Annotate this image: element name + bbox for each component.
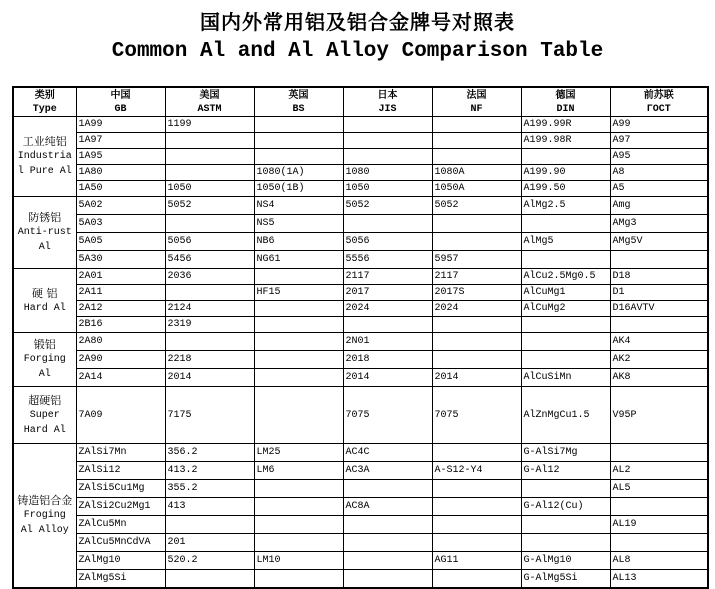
table-cell — [254, 387, 343, 444]
table-cell: AG11 — [432, 552, 521, 570]
header-cn: 法国 — [432, 87, 521, 102]
table-cell: AK8 — [610, 369, 708, 387]
table-row — [13, 117, 708, 133]
header-en: BS — [254, 102, 343, 117]
table-cell — [432, 233, 521, 251]
category-label-en: Froging Al Alloy — [20, 510, 69, 536]
table-cell: 2018 — [343, 351, 432, 369]
table-cell: 1050(1B) — [254, 181, 343, 197]
table-cell: 2117 — [343, 269, 432, 285]
table-cell: AL8 — [610, 552, 708, 570]
table-row — [13, 444, 708, 462]
table-cell: 7075 — [432, 387, 521, 444]
table-cell — [610, 444, 708, 462]
table-cell: A199.99R — [521, 117, 610, 133]
table-cell — [343, 480, 432, 498]
table-cell — [432, 498, 521, 516]
table-cell: 2A14 — [76, 369, 165, 387]
table-row — [13, 197, 708, 215]
table-cell: 2017S — [432, 285, 521, 301]
category-label-cn: 铸造铝合金 — [17, 494, 73, 507]
category-cell — [13, 197, 76, 269]
table-cell — [432, 149, 521, 165]
category-label-cn: 锻铝 — [33, 338, 56, 351]
table-cell — [432, 333, 521, 351]
table-cell — [254, 480, 343, 498]
table-cell: 1080A — [432, 165, 521, 181]
table-cell: D18 — [610, 269, 708, 285]
table-cell — [343, 516, 432, 534]
table-cell — [610, 498, 708, 516]
table-cell: AC4C — [343, 444, 432, 462]
header-en: NF — [432, 102, 521, 117]
table-row — [13, 387, 708, 444]
table-cell — [610, 251, 708, 269]
table-cell — [432, 317, 521, 333]
table-cell — [432, 570, 521, 589]
table-cell — [254, 117, 343, 133]
table-cell: 2014 — [432, 369, 521, 387]
table-cell: G-AlSi7Mg — [521, 444, 610, 462]
table-cell: 2A01 — [76, 269, 165, 285]
table-cell — [254, 498, 343, 516]
table-row — [13, 498, 708, 516]
header-cn: 美国 — [165, 87, 254, 102]
table-cell: NG61 — [254, 251, 343, 269]
table-cell: LM10 — [254, 552, 343, 570]
table-cell — [165, 215, 254, 233]
page-title-cn: 国内外常用铝及铝合金牌号对照表 — [200, 10, 515, 34]
table-cell: D1 — [610, 285, 708, 301]
table-cell: 2024 — [432, 301, 521, 317]
table-cell: 2A90 — [76, 351, 165, 369]
category-label-en: Anti-rust Al — [17, 227, 72, 253]
table-cell — [343, 133, 432, 149]
table-cell — [521, 317, 610, 333]
table-cell: A95 — [610, 149, 708, 165]
table-cell: G-AlMg10 — [521, 552, 610, 570]
table-cell — [610, 317, 708, 333]
table-row — [13, 165, 708, 181]
table-cell — [432, 215, 521, 233]
table-cell: 5456 — [165, 251, 254, 269]
table-cell: 520.2 — [165, 552, 254, 570]
header-en: ГОСТ — [610, 102, 708, 117]
table-row — [13, 233, 708, 251]
table-cell: ZAlSi2Cu2Mg1 — [76, 498, 165, 516]
table-cell: AL5 — [610, 480, 708, 498]
header-en: GB — [76, 102, 165, 117]
table-cell: 2A80 — [76, 333, 165, 351]
table-cell: 1050 — [165, 181, 254, 197]
table-cell — [165, 165, 254, 181]
table-row — [13, 285, 708, 301]
header-cn: 日本 — [343, 87, 432, 102]
table-cell: HF15 — [254, 285, 343, 301]
table-cell: AK2 — [610, 351, 708, 369]
table-cell: AMg3 — [610, 215, 708, 233]
table-cell: 5056 — [165, 233, 254, 251]
table-cell: AL13 — [610, 570, 708, 589]
table-cell: 1050A — [432, 181, 521, 197]
table-cell — [343, 117, 432, 133]
table-cell — [254, 351, 343, 369]
table-row — [13, 301, 708, 317]
table-row — [13, 215, 708, 233]
table-cell: AlCuSiMn — [521, 369, 610, 387]
table-row — [13, 333, 708, 351]
table-cell — [343, 317, 432, 333]
table-cell: AC3A — [343, 462, 432, 480]
table-cell: AlMg2.5 — [521, 197, 610, 215]
table-cell — [432, 534, 521, 552]
header-row-en — [13, 102, 708, 117]
table-row — [13, 480, 708, 498]
table-cell: 5052 — [343, 197, 432, 215]
table-cell — [521, 351, 610, 369]
table-row — [13, 462, 708, 480]
table-row — [13, 133, 708, 149]
table-row — [13, 317, 708, 333]
table-cell: LM25 — [254, 444, 343, 462]
table-cell: 1050 — [343, 181, 432, 197]
table-row — [13, 251, 708, 269]
header-cn: 前苏联 — [610, 87, 708, 102]
header-row-cn — [13, 87, 708, 102]
table-cell — [610, 534, 708, 552]
table-cell: ZAlSi5Cu1Mg — [76, 480, 165, 498]
table-cell: 2036 — [165, 269, 254, 285]
category-label-cn: 工业纯铝 — [22, 135, 67, 148]
table-cell — [165, 149, 254, 165]
category-cell — [13, 444, 76, 589]
table-row — [13, 149, 708, 165]
table-cell: 1A99 — [76, 117, 165, 133]
table-cell: 355.2 — [165, 480, 254, 498]
table-body — [13, 117, 708, 589]
header-en: JIS — [343, 102, 432, 117]
table-row — [13, 552, 708, 570]
table-cell: 5052 — [432, 197, 521, 215]
table-cell: AlZnMgCu1.5 — [521, 387, 610, 444]
table-cell: 1080(1A) — [254, 165, 343, 181]
header-cn: 类别 — [13, 87, 76, 102]
table-row — [13, 181, 708, 197]
table-cell: 7A09 — [76, 387, 165, 444]
category-label-cn: 硬 铝 — [32, 286, 58, 300]
table-cell: 1A80 — [76, 165, 165, 181]
table-cell: LM6 — [254, 462, 343, 480]
category-label-cn: 防锈铝 — [28, 211, 62, 224]
table-cell: A199.50 — [521, 181, 610, 197]
table-cell — [521, 149, 610, 165]
table-cell — [254, 269, 343, 285]
table-cell: AL19 — [610, 516, 708, 534]
table-cell: ZAlCu5MnCdVA — [76, 534, 165, 552]
category-label-en: Forging Al — [23, 354, 66, 380]
table-cell: 1A95 — [76, 149, 165, 165]
table-cell: 5A30 — [76, 251, 165, 269]
table-cell: ZAlSi7Mn — [76, 444, 165, 462]
table-cell: 201 — [165, 534, 254, 552]
category-label-cn: 超硬铝 — [28, 393, 62, 407]
table-row — [13, 269, 708, 285]
header-en: Type — [13, 102, 76, 117]
table-cell — [432, 444, 521, 462]
table-cell: AK4 — [610, 333, 708, 351]
table-cell: A199.90 — [521, 165, 610, 181]
table-cell: ZAlCu5Mn — [76, 516, 165, 534]
header-cn: 英国 — [254, 87, 343, 102]
table-cell — [165, 285, 254, 301]
category-cell — [13, 387, 76, 444]
table-cell: A-S12-Y4 — [432, 462, 521, 480]
alloy-comparison-table — [12, 86, 709, 589]
table-cell — [165, 516, 254, 534]
table-cell: 2014 — [165, 369, 254, 387]
table-cell: ZAlMg5Si — [76, 570, 165, 589]
table-cell — [254, 149, 343, 165]
table-cell: AlCuMg1 — [521, 285, 610, 301]
table-cell: NS4 — [254, 197, 343, 215]
table-cell — [521, 480, 610, 498]
table-cell: A5 — [610, 181, 708, 197]
table-cell — [343, 570, 432, 589]
table-cell: 1A50 — [76, 181, 165, 197]
header-en: DIN — [521, 102, 610, 117]
table-cell: G-AlMg5Si — [521, 570, 610, 589]
table-cell: Amg — [610, 197, 708, 215]
table-cell: 1A97 — [76, 133, 165, 149]
category-cell — [13, 117, 76, 197]
category-cell — [13, 269, 76, 333]
category-label-en: Industria l Pure Al — [17, 151, 72, 177]
page-title-en: Common Al and Al Alloy Comparison Table — [111, 40, 604, 63]
table-cell: 7075 — [343, 387, 432, 444]
table-cell — [521, 333, 610, 351]
table-cell — [254, 534, 343, 552]
table-cell: A199.98R — [521, 133, 610, 149]
table-cell — [254, 317, 343, 333]
table-cell: 2A11 — [76, 285, 165, 301]
table-cell — [432, 133, 521, 149]
table-cell — [165, 133, 254, 149]
table-cell: AL2 — [610, 462, 708, 480]
table-cell: 413.2 — [165, 462, 254, 480]
header-en: ASTM — [165, 102, 254, 117]
table-cell: G-Al12 — [521, 462, 610, 480]
table-cell — [254, 333, 343, 351]
table-cell: 2124 — [165, 301, 254, 317]
table-cell: ZAlMg10 — [76, 552, 165, 570]
table-row — [13, 534, 708, 552]
table-row — [13, 351, 708, 369]
table-cell: 1199 — [165, 117, 254, 133]
table-cell: 2N01 — [343, 333, 432, 351]
table-cell: AC8A — [343, 498, 432, 516]
table-cell — [343, 534, 432, 552]
table-row — [13, 369, 708, 387]
table-cell — [343, 552, 432, 570]
table-cell: 2117 — [432, 269, 521, 285]
table-cell — [432, 480, 521, 498]
table-row — [13, 570, 708, 589]
table-cell: ZAlSi12 — [76, 462, 165, 480]
table-cell: D16AVTV — [610, 301, 708, 317]
table-cell — [521, 251, 610, 269]
table-cell — [521, 516, 610, 534]
table-cell: 7175 — [165, 387, 254, 444]
table-cell: A8 — [610, 165, 708, 181]
table-row — [13, 516, 708, 534]
category-label-en: Hard Al — [23, 302, 66, 314]
table-cell — [343, 149, 432, 165]
table-cell: AlCuMg2 — [521, 301, 610, 317]
table-cell: 2017 — [343, 285, 432, 301]
category-cell — [13, 333, 76, 387]
table-cell: 5A03 — [76, 215, 165, 233]
table-cell: AMg5V — [610, 233, 708, 251]
table-cell — [432, 117, 521, 133]
table-cell — [521, 534, 610, 552]
table-cell — [343, 215, 432, 233]
table-cell — [165, 333, 254, 351]
table-cell: AlCu2.5Mg0.5 — [521, 269, 610, 285]
table-cell: G-Al12(Cu) — [521, 498, 610, 516]
table-cell: 5957 — [432, 251, 521, 269]
table-cell: 5056 — [343, 233, 432, 251]
table-cell: 2014 — [343, 369, 432, 387]
table-cell — [254, 133, 343, 149]
table-cell — [254, 516, 343, 534]
table-cell: 356.2 — [165, 444, 254, 462]
table-cell — [254, 301, 343, 317]
header-cn: 德国 — [521, 87, 610, 102]
table-cell: 2319 — [165, 317, 254, 333]
table-cell: AlMg5 — [521, 233, 610, 251]
table-cell — [432, 516, 521, 534]
table-cell: A99 — [610, 117, 708, 133]
table-cell — [254, 369, 343, 387]
table-cell: 5A05 — [76, 233, 165, 251]
table-cell: V95P — [610, 387, 708, 444]
header-cn: 中国 — [76, 87, 165, 102]
table-cell: 2218 — [165, 351, 254, 369]
table-cell: 5556 — [343, 251, 432, 269]
table-cell: 5052 — [165, 197, 254, 215]
table-cell: 2024 — [343, 301, 432, 317]
table-cell — [254, 570, 343, 589]
table-cell: A97 — [610, 133, 708, 149]
category-label-en: Super Hard Al — [23, 409, 66, 436]
table-cell: 2B16 — [76, 317, 165, 333]
table-cell: 413 — [165, 498, 254, 516]
table-cell: NS5 — [254, 215, 343, 233]
table-cell: NB6 — [254, 233, 343, 251]
table-cell: 5A02 — [76, 197, 165, 215]
table-cell: 1080 — [343, 165, 432, 181]
table-cell — [165, 570, 254, 589]
table-cell: 2A12 — [76, 301, 165, 317]
table-cell — [521, 215, 610, 233]
table-cell — [432, 351, 521, 369]
